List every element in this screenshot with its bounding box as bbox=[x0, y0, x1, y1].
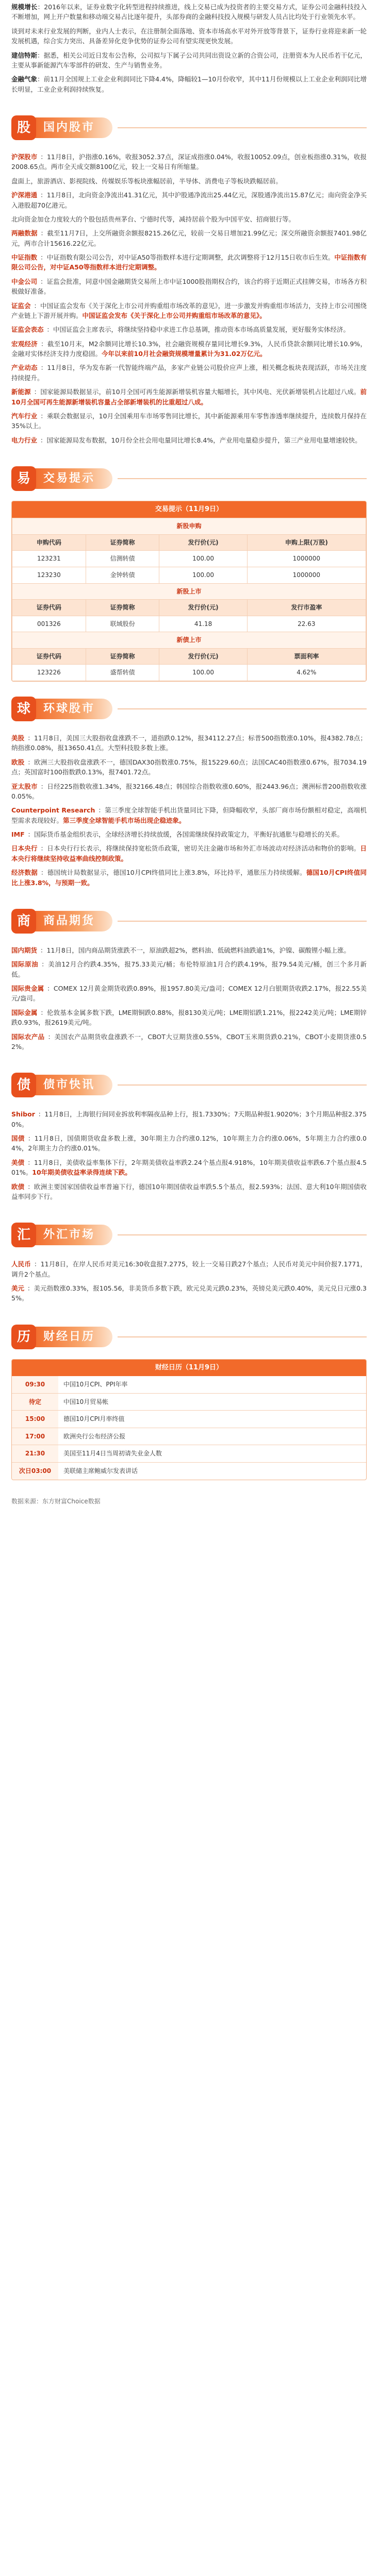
news-text: 截至11月7日，上交所融资余额报8215.26亿元，较前一交易日增加21.99亿元；深交所融资余额报7401.98亿元，两市合计15616.22亿元。 bbox=[11, 229, 367, 247]
news-tag: Shibor bbox=[11, 1110, 35, 1118]
divider bbox=[118, 1234, 367, 1235]
commodity-news bbox=[11, 943, 367, 1058]
table-cell: 123226 bbox=[12, 665, 86, 681]
table-cell: 盛帮转债 bbox=[86, 665, 159, 681]
table-header-row bbox=[12, 648, 366, 665]
table-row bbox=[12, 551, 366, 567]
calendar-event: 欧洲央行公布经济公报 bbox=[63, 1432, 126, 1440]
table-caption: 财经日历（11月9日） bbox=[12, 1360, 366, 1376]
divider bbox=[118, 127, 367, 128]
news-text: 伦敦基本金属多数下跌，LME期铜跌0.88%，报8130美元/吨；LME期铝跌1.21%，报2242美元/吨；LME期锌跌0.93%，报2619美元/吨。 bbox=[11, 1008, 367, 1027]
table-cell: 信测转债 bbox=[86, 551, 159, 567]
currency-icon: 汇 bbox=[11, 1223, 36, 1247]
news-text: 11月8日，在岸人民币对美元16:30收盘报7.2775，较上一交易日跌27个基点；人民币对美元中间价报7.1771，调升2个基点。 bbox=[11, 1260, 367, 1278]
calendar-event: 中国10月贸易帐 bbox=[63, 1398, 109, 1405]
table-cell: 联域股份 bbox=[86, 616, 159, 632]
trade-table-grid bbox=[12, 518, 366, 681]
news-tag: 国内期货 bbox=[11, 946, 38, 954]
table-cell: 1000000 bbox=[247, 551, 366, 567]
news-tag: Counterpoint Research bbox=[11, 806, 95, 815]
news-tag: 沪深港通 bbox=[11, 191, 38, 199]
divider bbox=[118, 1084, 367, 1086]
news-tag: 中金公司 bbox=[11, 277, 38, 285]
news-highlight: 10年期美债收益率录得连续下跌。 bbox=[32, 1168, 132, 1177]
news-item: 美股 ：11月8日，美国三大股指收盘涨跌不一，道指跌0.12%，报34112.27点；标普500指数涨0.10%，报4382.78点；纳指涨0.08%，报13650.41点。大型科技股多数上涨。 bbox=[11, 734, 367, 752]
divider bbox=[118, 708, 367, 709]
news-item: 美元 ：美元指数涨0.33%，报105.56，非美货币多数下跌，欧元兑美元跌0.23%，英镑兑美元跌0.40%，美元兑日元涨0.35%。 bbox=[11, 1284, 367, 1302]
news-tag: 美债 bbox=[11, 1158, 25, 1166]
global-news bbox=[11, 731, 367, 894]
news-item: 亚太股市 ：日经225指数收涨1.34%，报32166.48点；韩国综合指数收涨0.60%，报2443.96点；澳洲标普200指数收涨0.05%。 bbox=[11, 782, 367, 800]
news-text: 北向资金加仓力度较大的个股包括贵州茅台、宁德时代等，减持居前个股为中国平安、招商银行等。 bbox=[11, 215, 295, 223]
commodity-icon: 商 bbox=[11, 909, 36, 934]
table-cell: 100.00 bbox=[159, 551, 247, 567]
section-title: 交易提示 bbox=[32, 468, 112, 489]
table-header-cell: 申购上限(万股) bbox=[247, 534, 366, 551]
domestic-news bbox=[11, 150, 367, 451]
section-header-calendar bbox=[11, 1323, 367, 1351]
news-tag: 国际农产品 bbox=[11, 1032, 45, 1041]
news-text: 盘面上，旅游酒店、影视院线、传媒娱乐等板块涨幅居前，半导体、消费电子等板块跌幅居前。 bbox=[11, 177, 283, 185]
news-item: 国内期货 ：11月8日，国内商品期货涨跌不一，原油跌超2%，燃料油、低硫燃料油跌逾1%，沪镍、碳酸锂小幅上涨。 bbox=[11, 946, 351, 954]
section-title: 国内股市 bbox=[32, 117, 112, 138]
news-text: 11月8日，沪指涨0.16%，收报3052.37点，深证成指涨0.04%，收报10052.09点，创业板指涨0.31%，收报2008.65点。两市全天成交额8100亿元，较上一交易日有所缩量。 bbox=[11, 153, 367, 171]
table-header-cell: 发行价(元) bbox=[159, 534, 247, 551]
intro-lead: 建信特斯 bbox=[11, 51, 38, 59]
news-tag: 两融数据 bbox=[11, 229, 38, 238]
news-text: 11月8日，美国三大股指收盘涨跌不一，道指跌0.12%，报34112.27点；标普500指数涨0.10%，报4382.78点；纳指涨0.08%，报13650.41点。大型科技股多数上涨。 bbox=[11, 734, 367, 752]
news-item: 欧股 ：欧洲三大股指收盘涨跌不一，德国DAX30指数涨0.75%，报15229.60点；法国CAC40指数涨0.67%，报7034.19点；英国富时100指数跌0.13%，报7401.72点。 bbox=[11, 758, 367, 776]
news-item: 中证指数 ：中证指数有限公司公告，对中证A50等指数样本进行定期调整，此次调整将于12月15日收市后生效。中证指数有限公司公告，对中证A50等指数样本进行定期调整。 bbox=[11, 253, 367, 272]
section-header-domestic bbox=[11, 114, 367, 142]
news-item: 日本央行 ：日本央行行长表示，将继续保持宽松货币政策，密切关注金融市场和外汇市场波动对经济活动和物价的影响。日本央行将继续坚持收益率曲线控制政策。 bbox=[11, 844, 367, 862]
table-header-cell: 证券简称 bbox=[86, 600, 159, 616]
section-title: 环球股市 bbox=[32, 699, 112, 719]
news-highlight: 中证指数有限公司公告，对中证A50等指数样本进行定期调整。 bbox=[11, 253, 367, 272]
intro-paragraph: 规模增长：2016年以来，证券业数字化转型进程持续推进，线上交易已成为投资者的主要交易方式，证券公司金融科技投入不断增加，网上开户数量和移动端交易占比逐年提升，头部券商的金融科技投入规模与研发人员占比均处于行业领先水平。 bbox=[11, 3, 367, 21]
calendar-time: 次日03:00 bbox=[12, 1463, 58, 1480]
news-text: 国际货币基金组织表示，全球经济增长持续放缓，各国需继续保持政策定力，平衡好抗通胀与稳增长的关系。 bbox=[34, 831, 344, 839]
news-highlight: 第三季度全球智能手机市场出现企稳迹象。 bbox=[63, 816, 186, 824]
news-tag: 国际贵金属 bbox=[11, 985, 44, 993]
table-header-cell: 发行价(元) bbox=[159, 600, 247, 616]
news-tag: 汽车行业 bbox=[11, 412, 38, 420]
section-title: 财经日历 bbox=[32, 1327, 112, 1347]
table-header-cell: 证券代码 bbox=[12, 600, 86, 616]
calendar-table bbox=[11, 1359, 367, 1480]
news-tag: 电力行业 bbox=[11, 436, 38, 444]
intro-paragraph: 金融气象：前11月全国规上工业企业利润同比下降4.4%，降幅较1—10月份收窄，其中11月份规模以上工业企业利润同比增长明显，工业企业利润持续恢复。 bbox=[11, 75, 367, 93]
calendar-event: 美国至11月4日当周初请失业金人数 bbox=[63, 1450, 162, 1458]
news-tag: 证监会表态 bbox=[11, 326, 44, 334]
calendar-row bbox=[12, 1445, 366, 1462]
news-tag: 宏观经济 bbox=[11, 340, 38, 348]
news-highlight: 今年以来前10月社会融资规模增量累计为31.02万亿元。 bbox=[102, 350, 267, 358]
news-item: 国际农产品 ：美国农产品期货收盘涨跌不一，CBOT大豆期货涨0.55%，CBOT玉米期货跌0.21%，CBOT小麦期货涨0.52%。 bbox=[11, 1032, 367, 1050]
news-tag: 沪深股市 bbox=[11, 153, 38, 161]
news-text: 日经225指数收涨1.34%，报32166.48点；韩国综合指数收涨0.60%，报2443.96点；澳洲标普200指数收涨0.05%。 bbox=[11, 782, 367, 800]
table-header-cell: 申购代码 bbox=[12, 534, 86, 551]
news-item: 欧债 ：欧洲主要国家国债收益率普遍下行，德国10年期国债收益率跌5.5个基点，报2.593%；法国、意大利10年期国债收益率同步下行。 bbox=[11, 1182, 367, 1200]
stock-icon: 股 bbox=[11, 115, 36, 140]
news-tag: 国际金属 bbox=[11, 1008, 38, 1016]
news-item: 中金公司 ：证监会批准，同意中国金融期货交易所上市中证1000股指期权合约，该合约将于近期正式挂牌交易，市场各方积极做好准备。 bbox=[11, 277, 367, 296]
table-cell: 123231 bbox=[12, 551, 86, 567]
table-subheader-row bbox=[12, 632, 366, 649]
news-item: 证监会表态 ：中国证监会主席表示，将继续坚持稳中求进工作总基调，推动资本市场高质量发展，更好服务实体经济。 bbox=[11, 326, 350, 334]
news-text: 美元指数涨0.33%，报105.56，非美货币多数下跌，欧元兑美元跌0.23%，英镑兑美元跌0.40%，美元兑日元涨0.35%。 bbox=[11, 1284, 367, 1302]
news-item: 汽车行业 ：乘联会数据显示，10月全国乘用车市场零售同比增长，其中新能源乘用车零售渗透率继续提升，连续数月保持在35%以上。 bbox=[11, 412, 367, 430]
news-tag: 人民币 bbox=[11, 1260, 31, 1268]
news-text: 11月8日，华为发布新一代智能终端产品，多家产业链公司股价应声上涨，相关概念板块表现活跃，市场关注度持续提升。 bbox=[11, 364, 367, 382]
news-item: 国际金属 ：伦敦基本金属多数下跌，LME期铜跌0.88%，报8130美元/吨；LME期铝跌1.21%，报2242美元/吨；LME期锌跌0.93%，报2619美元/吨。 bbox=[11, 1008, 367, 1027]
news-item: 两融数据 ：截至11月7日，上交所融资余额报8215.26亿元，较前一交易日增加21.99亿元；深交所融资余额报7401.98亿元，两市合计15616.22亿元。 bbox=[11, 229, 367, 247]
table-row bbox=[12, 567, 366, 583]
news-item: Counterpoint Research ：第三季度全球智能手机出货量同比下降，但降幅收窄，头部厂商市场份额相对稳定，高端机型需求表现较好。第三季度全球智能手机市场出现企稳迹象。 bbox=[11, 806, 367, 824]
calendar-event: 德国10月CPI月率终值 bbox=[63, 1415, 125, 1423]
news-item: 国际贵金属 ：COMEX 12月黄金期货收跌0.89%，报1957.80美元/盎司；COMEX 12月白银期货收跌2.17%，报22.55美元/盎司。 bbox=[11, 985, 367, 1003]
news-text: 11月8日，北向资金净流出41.31亿元，其中沪股通净流出25.44亿元，深股通净流出15.87亿元；南向资金净买入港股超70亿港元。 bbox=[11, 191, 367, 209]
news-item bbox=[11, 176, 367, 186]
news-item: Shibor ：11月8日，上海银行间同业拆放利率隔夜品种上行，报1.7330%；7天期品种报1.9020%；3个月期品种报2.3750%。 bbox=[11, 1110, 367, 1128]
calendar-row bbox=[12, 1410, 366, 1428]
calendar-event: 美联储主席鲍威尔发表讲话 bbox=[63, 1467, 138, 1475]
section-header-global bbox=[11, 695, 367, 723]
news-item: 证监会 ：中国证监会发布《关于深化上市公司并购重组市场改革的意见》，进一步激发并购重组市场活力，支持上市公司围绕产业链上下游开展并购。中国证监会发布《关于深化上市公司并购重组市场改革的意见》。 bbox=[11, 301, 367, 319]
news-tag: 欧股 bbox=[11, 758, 25, 766]
section-header-bond bbox=[11, 1071, 367, 1099]
section-title: 债市快讯 bbox=[32, 1075, 112, 1095]
news-tag: 中证指数 bbox=[11, 253, 38, 261]
section-title: 外汇市场 bbox=[32, 1225, 112, 1245]
table-row bbox=[12, 665, 366, 681]
news-text: 国家能源局发布数据，10月份全社会用电量同比增长8.4%，产业用电量稳步提升，第三产业用电量增速较快。 bbox=[46, 436, 361, 444]
table-cell: 22.63 bbox=[247, 616, 366, 632]
table-row bbox=[12, 616, 366, 632]
calendar-time: 21:30 bbox=[12, 1445, 58, 1462]
news-tag: 产业动态 bbox=[11, 364, 38, 372]
news-text: 乘联会数据显示，10月全国乘用车市场零售同比增长，其中新能源乘用车零售渗透率继续提升，连续数月保持在35%以上。 bbox=[11, 412, 367, 430]
news-tag: 国债 bbox=[11, 1134, 25, 1143]
news-item: 新能源 ：国家能源局数据显示，前10月全国可再生能源新增装机容量大幅增长，其中风电、光伏新增装机占比超过八成。前10月全国可再生能源新增装机容量占全部新增装机的比重超过八成。 bbox=[11, 388, 367, 406]
intro-paragraph: 建信特斯：据悉，相关公司近日发布公告称，公司拟与下属子公司共同出资设立新的合资公司，注册资本为人民币若干亿元，主要从事新能源汽车零部件的研发、生产与销售业务。 bbox=[11, 51, 367, 69]
table-header-row bbox=[12, 534, 366, 551]
news-highlight: 德国10月CPI终值同比上涨3.8%，与预期一致。 bbox=[11, 869, 367, 887]
news-text: 证监会批准，同意中国金融期货交易所上市中证1000股指期权合约，该合约将于近期正式挂牌交易，市场各方积极做好准备。 bbox=[11, 277, 367, 296]
table-header-cell: 发行价(元) bbox=[159, 648, 247, 665]
news-item: 人民币 ：11月8日，在岸人民币对美元16:30收盘报7.2775，较上一交易日跌27个基点；人民币对美元中间价报7.1771，调升2个基点。 bbox=[11, 1260, 367, 1278]
news-item: 沪深股市 ：11月8日，沪指涨0.16%，收报3052.37点，深证成指涨0.04%，收报10052.09点，创业板指涨0.31%，收报2008.65点。两市全天成交额8100亿元，较上一交易日有所缩量。 bbox=[11, 153, 367, 171]
intro-lead: 金融气象 bbox=[11, 75, 38, 83]
news-tag: 日本央行 bbox=[11, 844, 38, 853]
calendar-time: 待定 bbox=[12, 1394, 58, 1411]
news-text: 中国证监会主席表示，将继续坚持稳中求进工作总基调，推动资本市场高质量发展，更好服务实体经济。 bbox=[53, 326, 350, 334]
news-tag: 美股 bbox=[11, 734, 25, 742]
calendar-event: 中国10月CPI、PPI年率 bbox=[63, 1380, 128, 1388]
news-text: 德国统计局数据显示，德国10月CPI终值同比上涨3.8%，环比持平，通胀压力持续缓解。 bbox=[47, 869, 306, 877]
table-header-row bbox=[12, 600, 366, 616]
news-text: 截至10月末，M2余额同比增长10.3%，社会融资规模存量同比增长9.3%，人民币贷款余额同比增长10.9%，金融对实体经济支持力度稳固。 bbox=[11, 340, 367, 358]
news-text: 日本央行行长表示，将继续保持宽松货币政策，密切关注金融市场和外汇市场波动对经济活动和物价的影响。 bbox=[47, 844, 360, 853]
table-cell: 100.00 bbox=[159, 567, 247, 583]
news-text: 美国农产品期货收盘涨跌不一，CBOT大豆期货涨0.55%，CBOT玉米期货跌0.21%，CBOT小麦期货涨0.52%。 bbox=[11, 1032, 367, 1050]
table-cell: 41.18 bbox=[159, 616, 247, 632]
news-item: 产业动态 ：11月8日，华为发布新一代智能终端产品，多家产业链公司股价应声上涨，相关概念板块表现活跃，市场关注度持续提升。 bbox=[11, 364, 367, 382]
section-header-fx bbox=[11, 1221, 367, 1249]
news-tag: 国际原油 bbox=[11, 960, 39, 969]
news-item: 国债 ：11月8日，国债期货收盘多数上涨，30年期主力合约涨0.12%，10年期主力合约涨0.06%，5年期主力合约涨0.04%，2年期主力合约涨0.01%。 bbox=[11, 1134, 367, 1153]
intro-block bbox=[11, 0, 367, 100]
trade-table bbox=[11, 501, 367, 682]
news-highlight: 日本央行将继续坚持收益率曲线控制政策。 bbox=[11, 844, 367, 862]
news-tag: 证监会 bbox=[11, 301, 31, 310]
table-cell: 金钟转债 bbox=[86, 567, 159, 583]
news-tag: IMF bbox=[11, 831, 25, 839]
calendar-icon: 历 bbox=[11, 1325, 36, 1349]
fx-news bbox=[11, 1257, 367, 1310]
news-item: IMF ：国际货币基金组织表示，全球经济增长持续放缓，各国需继续保持政策定力，平衡好抗通胀与稳增长的关系。 bbox=[11, 831, 344, 839]
news-text: 11月8日，上海银行间同业拆放利率隔夜品种上行，报1.7330%；7天期品种报1.9020%；3个月期品种报2.3750%。 bbox=[11, 1110, 367, 1128]
calendar-time: 15:00 bbox=[12, 1411, 58, 1428]
table-subheader-row bbox=[12, 583, 366, 600]
table-subheader: 新股申购 bbox=[12, 518, 366, 535]
divider bbox=[118, 921, 367, 922]
news-text: 11月8日，国内商品期货涨跌不一，原油跌超2%，燃料油、低硫燃料油跌逾1%，沪镍、碳酸锂小幅上涨。 bbox=[46, 946, 351, 954]
news-text: 11月8日，国债期货收盘多数上涨，30年期主力合约涨0.12%，10年期主力合约涨0.06%，5年期主力合约涨0.04%，2年期主力合约涨0.01%。 bbox=[11, 1134, 367, 1153]
intro-lead: 规模增长 bbox=[11, 3, 38, 11]
news-text: 中证指数有限公司公告，对中证A50等指数样本进行定期调整，此次调整将于12月15日收市后生效。 bbox=[46, 253, 335, 261]
table-header-cell: 证券简称 bbox=[86, 534, 159, 551]
table-subheader-row bbox=[12, 518, 366, 535]
news-text: 11月8日，美债收益率集体下行，2年期美债收益率跌2.24个基点报4.918%，10年期美债收益率跌6.7个基点报4.501%。 bbox=[11, 1158, 367, 1177]
calendar-row bbox=[12, 1393, 366, 1411]
globe-icon: 球 bbox=[11, 697, 36, 721]
section-header-commodity bbox=[11, 907, 367, 935]
news-item: 宏观经济 ：截至10月末，M2余额同比增长10.3%，社会融资规模存量同比增长9.3%，人民币贷款余额同比增长10.9%，金融对实体经济支持力度稳固。今年以来前10月社会融资规模增量累计为31.02万亿元。 bbox=[11, 340, 367, 358]
news-tag: 经济数据 bbox=[11, 869, 38, 877]
bond-icon: 债 bbox=[11, 1073, 36, 1097]
news-item: 电力行业 ：国家能源局发布数据，10月份全社会用电量同比增长8.4%，产业用电量稳步提升，第三产业用电量增速较快。 bbox=[11, 436, 361, 444]
trade-icon: 易 bbox=[11, 466, 36, 491]
table-caption: 交易提示（11月9日） bbox=[12, 501, 366, 518]
calendar-time: 17:00 bbox=[12, 1428, 58, 1445]
calendar-row bbox=[12, 1428, 366, 1445]
divider bbox=[118, 1336, 367, 1337]
news-text: 国家能源局数据显示，前10月全国可再生能源新增装机容量大幅增长，其中风电、光伏新增装机占比超过八成。 bbox=[40, 388, 360, 396]
calendar-row bbox=[12, 1376, 366, 1393]
table-cell: 100.00 bbox=[159, 665, 247, 681]
news-highlight: 前10月全国可再生能源新增装机容量占全部新增装机的比重超过八成。 bbox=[11, 388, 367, 406]
table-cell: 4.62% bbox=[247, 665, 366, 681]
news-item: 国际原油 ：美油12月合约跌4.35%，报75.33美元/桶；布伦特原油1月合约跌4.19%，报79.54美元/桶，创三个多月新低。 bbox=[11, 960, 367, 978]
news-item: 沪深港通 ：11月8日，北向资金净流出41.31亿元，其中沪股通净流出25.44亿元，深股通净流出15.87亿元；南向资金净买入港股超70亿港元。 bbox=[11, 191, 367, 209]
news-text: COMEX 12月黄金期货收跌0.89%，报1957.80美元/盎司；COMEX 12月白银期货收跌2.17%，报22.55美元/盎司。 bbox=[11, 985, 367, 1003]
table-subheader: 新债上市 bbox=[12, 632, 366, 649]
calendar-row bbox=[12, 1462, 366, 1480]
news-text: 欧洲三大股指收盘涨跌不一，德国DAX30指数涨0.75%，报15229.60点；法国CAC40指数涨0.67%，报7034.19点；英国富时100指数跌0.13%，报7401.72点。 bbox=[11, 758, 367, 776]
calendar-time: 09:30 bbox=[12, 1376, 58, 1393]
calendar-rows bbox=[12, 1376, 366, 1480]
table-header-cell: 证券代码 bbox=[12, 648, 86, 665]
footer: 数据来源：东方财富Choice数据 bbox=[11, 1497, 101, 1505]
table-cell: 1000000 bbox=[247, 567, 366, 583]
news-text: 第三季度全球智能手机出货量同比下降，但降幅收窄，头部厂商市场份额相对稳定，高端机型需求表现较好。 bbox=[11, 806, 367, 824]
news-tag: 新能源 bbox=[11, 388, 31, 396]
table-header-cell: 票面利率 bbox=[247, 648, 366, 665]
table-cell: 123230 bbox=[12, 567, 86, 583]
news-text: 欧洲主要国家国债收益率普遍下行，德国10年期国债收益率跌5.5个基点，报2.593%；法国、意大利10年期国债收益率同步下行。 bbox=[11, 1182, 367, 1200]
news-item: 美债 ：11月8日，美债收益率集体下行，2年期美债收益率跌2.24个基点报4.918%，10年期美债收益率跌6.7个基点报4.501%。10年期美债收益率录得连续下跌。 bbox=[11, 1158, 367, 1177]
news-tag: 欧债 bbox=[11, 1182, 25, 1191]
table-header-cell: 发行市盈率 bbox=[247, 600, 366, 616]
bond-news bbox=[11, 1107, 367, 1208]
table-header-cell: 证券简称 bbox=[86, 648, 159, 665]
section-title: 商品期货 bbox=[32, 911, 112, 931]
news-item bbox=[11, 214, 367, 224]
section-header-trade bbox=[11, 465, 367, 493]
news-text: 中国证监会发布《关于深化上市公司并购重组市场改革的意见》，进一步激发并购重组市场活力，支持上市公司围绕产业链上下游开展并购。 bbox=[11, 301, 367, 319]
table-cell: 001326 bbox=[12, 616, 86, 632]
news-item: 经济数据 ：德国统计局数据显示，德国10月CPI终值同比上涨3.8%，环比持平，通胀压力持续缓解。德国10月CPI终值同比上涨3.8%，与预期一致。 bbox=[11, 869, 367, 887]
news-tag: 美元 bbox=[11, 1284, 25, 1293]
news-text: 美油12月合约跌4.35%，报75.33美元/桶；布伦特原油1月合约跌4.19%，报79.54美元/桶，创三个多月新低。 bbox=[11, 960, 367, 978]
table-subheader: 新股上市 bbox=[12, 583, 366, 600]
news-tag: 亚太股市 bbox=[11, 782, 38, 790]
divider bbox=[118, 478, 367, 479]
intro-paragraph: 谈到对未来行业发展的判断，业内人士表示，在注册制全面落地、资本市场高水平对外开放等背景下，证券行业将迎来新一轮发展机遇，综合实力突出、具备差异化竞争优势的证券公司有望实现更快发展。 bbox=[11, 27, 367, 45]
news-highlight: 中国证监会发布《关于深化上市公司并购重组市场改革的意见》。 bbox=[82, 311, 266, 319]
